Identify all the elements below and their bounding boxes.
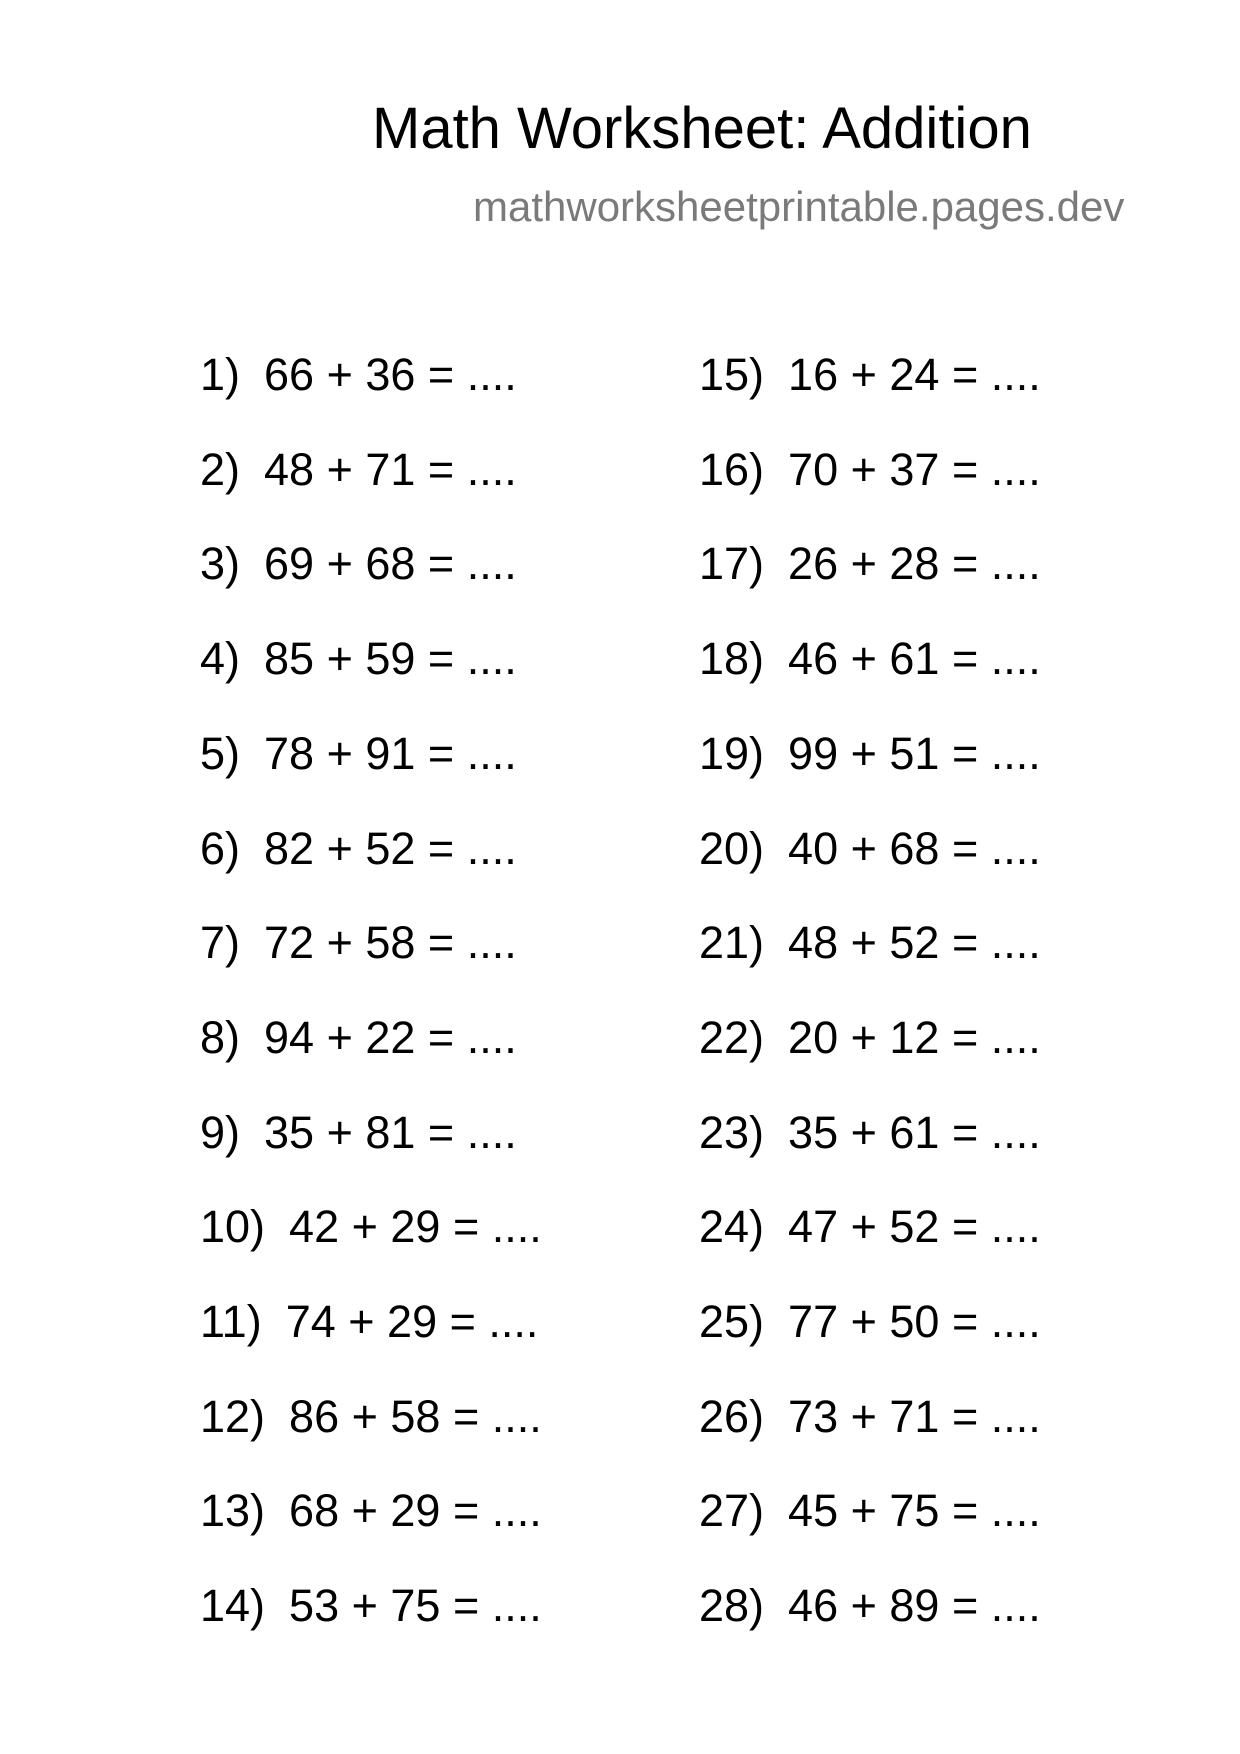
problem-expression: 66 + 36 = .... [264, 349, 517, 400]
problem-expression: 42 + 29 = .... [289, 1201, 542, 1252]
problem-item [699, 1580, 1041, 1631]
problem-item [699, 444, 1041, 495]
problem-item [200, 917, 517, 968]
problem-expression: 53 + 75 = .... [289, 1580, 542, 1631]
problem-number: 15) [699, 349, 765, 400]
problem-item [200, 633, 517, 684]
problem-expression: 16 + 24 = .... [788, 349, 1041, 400]
problem-number: 5) [200, 728, 241, 779]
problem-number: 20) [699, 823, 765, 874]
problem-number: 3) [200, 538, 241, 589]
problem-expression: 40 + 68 = .... [788, 823, 1041, 874]
problem-expression: 86 + 58 = .... [289, 1391, 542, 1442]
problem-number: 26) [699, 1391, 765, 1442]
problem-item [699, 349, 1041, 400]
problem-item [200, 1107, 517, 1158]
problem-expression: 70 + 37 = .... [788, 444, 1041, 495]
website-url: mathworksheetprintable.pages.dev [473, 183, 1125, 230]
problem-expression: 47 + 52 = .... [788, 1201, 1041, 1252]
problem-expression: 78 + 91 = .... [264, 728, 517, 779]
problem-expression: 20 + 12 = .... [788, 1012, 1041, 1063]
problem-number: 11) [200, 1296, 262, 1347]
problem-expression: 35 + 81 = .... [264, 1107, 517, 1158]
problem-expression: 26 + 28 = .... [788, 538, 1041, 589]
problem-item [200, 349, 517, 400]
problem-expression: 94 + 22 = .... [264, 1012, 517, 1063]
problem-number: 1) [200, 349, 241, 400]
problem-expression: 72 + 58 = .... [264, 917, 517, 968]
problem-expression: 77 + 50 = .... [788, 1296, 1041, 1347]
problem-item [200, 1012, 517, 1063]
problem-number: 24) [699, 1201, 765, 1252]
problem-number: 6) [200, 823, 241, 874]
problem-expression: 48 + 52 = .... [788, 917, 1041, 968]
problem-item [200, 1485, 542, 1536]
problem-item [699, 1296, 1041, 1347]
problem-item [200, 728, 517, 779]
problem-number: 7) [200, 917, 241, 968]
problem-item [699, 633, 1041, 684]
problem-item [699, 728, 1041, 779]
problem-expression: 82 + 52 = .... [264, 823, 517, 874]
problem-item [699, 1201, 1041, 1252]
problem-item [699, 823, 1041, 874]
problem-number: 27) [699, 1485, 765, 1536]
problem-number: 10) [200, 1201, 266, 1252]
page-title: Math Worksheet: Addition [372, 96, 1032, 161]
problem-number: 18) [699, 633, 765, 684]
problem-number: 19) [699, 728, 765, 779]
problem-expression: 68 + 29 = .... [289, 1485, 542, 1536]
problem-expression: 74 + 29 = .... [285, 1296, 539, 1347]
problem-number: 13) [200, 1485, 266, 1536]
problem-number: 16) [699, 444, 765, 495]
problem-expression: 99 + 51 = .... [788, 728, 1041, 779]
problem-expression: 69 + 68 = .... [264, 538, 517, 589]
problem-expression: 35 + 61 = .... [788, 1107, 1041, 1158]
problem-number: 21) [699, 917, 765, 968]
problem-number: 4) [200, 633, 241, 684]
problem-number: 23) [699, 1107, 765, 1158]
problem-number: 8) [200, 1012, 241, 1063]
problem-number: 9) [200, 1107, 241, 1158]
problem-expression: 85 + 59 = .... [264, 633, 517, 684]
problem-number: 2) [200, 444, 241, 495]
problem-item [200, 538, 517, 589]
problem-item [200, 1296, 539, 1347]
problem-number: 28) [699, 1580, 765, 1631]
problem-item [200, 444, 517, 495]
problem-expression: 46 + 61 = .... [788, 633, 1041, 684]
problem-number: 17) [699, 538, 765, 589]
problem-item [699, 1485, 1041, 1536]
problem-item [699, 538, 1041, 589]
problem-item [200, 1201, 542, 1252]
problem-item [699, 917, 1041, 968]
problem-expression: 46 + 89 = .... [788, 1580, 1041, 1631]
problem-expression: 73 + 71 = .... [788, 1391, 1041, 1442]
problem-item [200, 1391, 542, 1442]
problem-item [699, 1391, 1041, 1442]
problem-expression: 48 + 71 = .... [264, 444, 517, 495]
problem-number: 25) [699, 1296, 765, 1347]
problem-item [200, 1580, 542, 1631]
problem-number: 14) [200, 1580, 266, 1631]
problem-expression: 45 + 75 = .... [788, 1485, 1041, 1536]
problem-item [699, 1107, 1041, 1158]
problem-item [699, 1012, 1041, 1063]
problem-item [200, 823, 517, 874]
problem-number: 12) [200, 1391, 266, 1442]
problem-number: 22) [699, 1012, 765, 1063]
